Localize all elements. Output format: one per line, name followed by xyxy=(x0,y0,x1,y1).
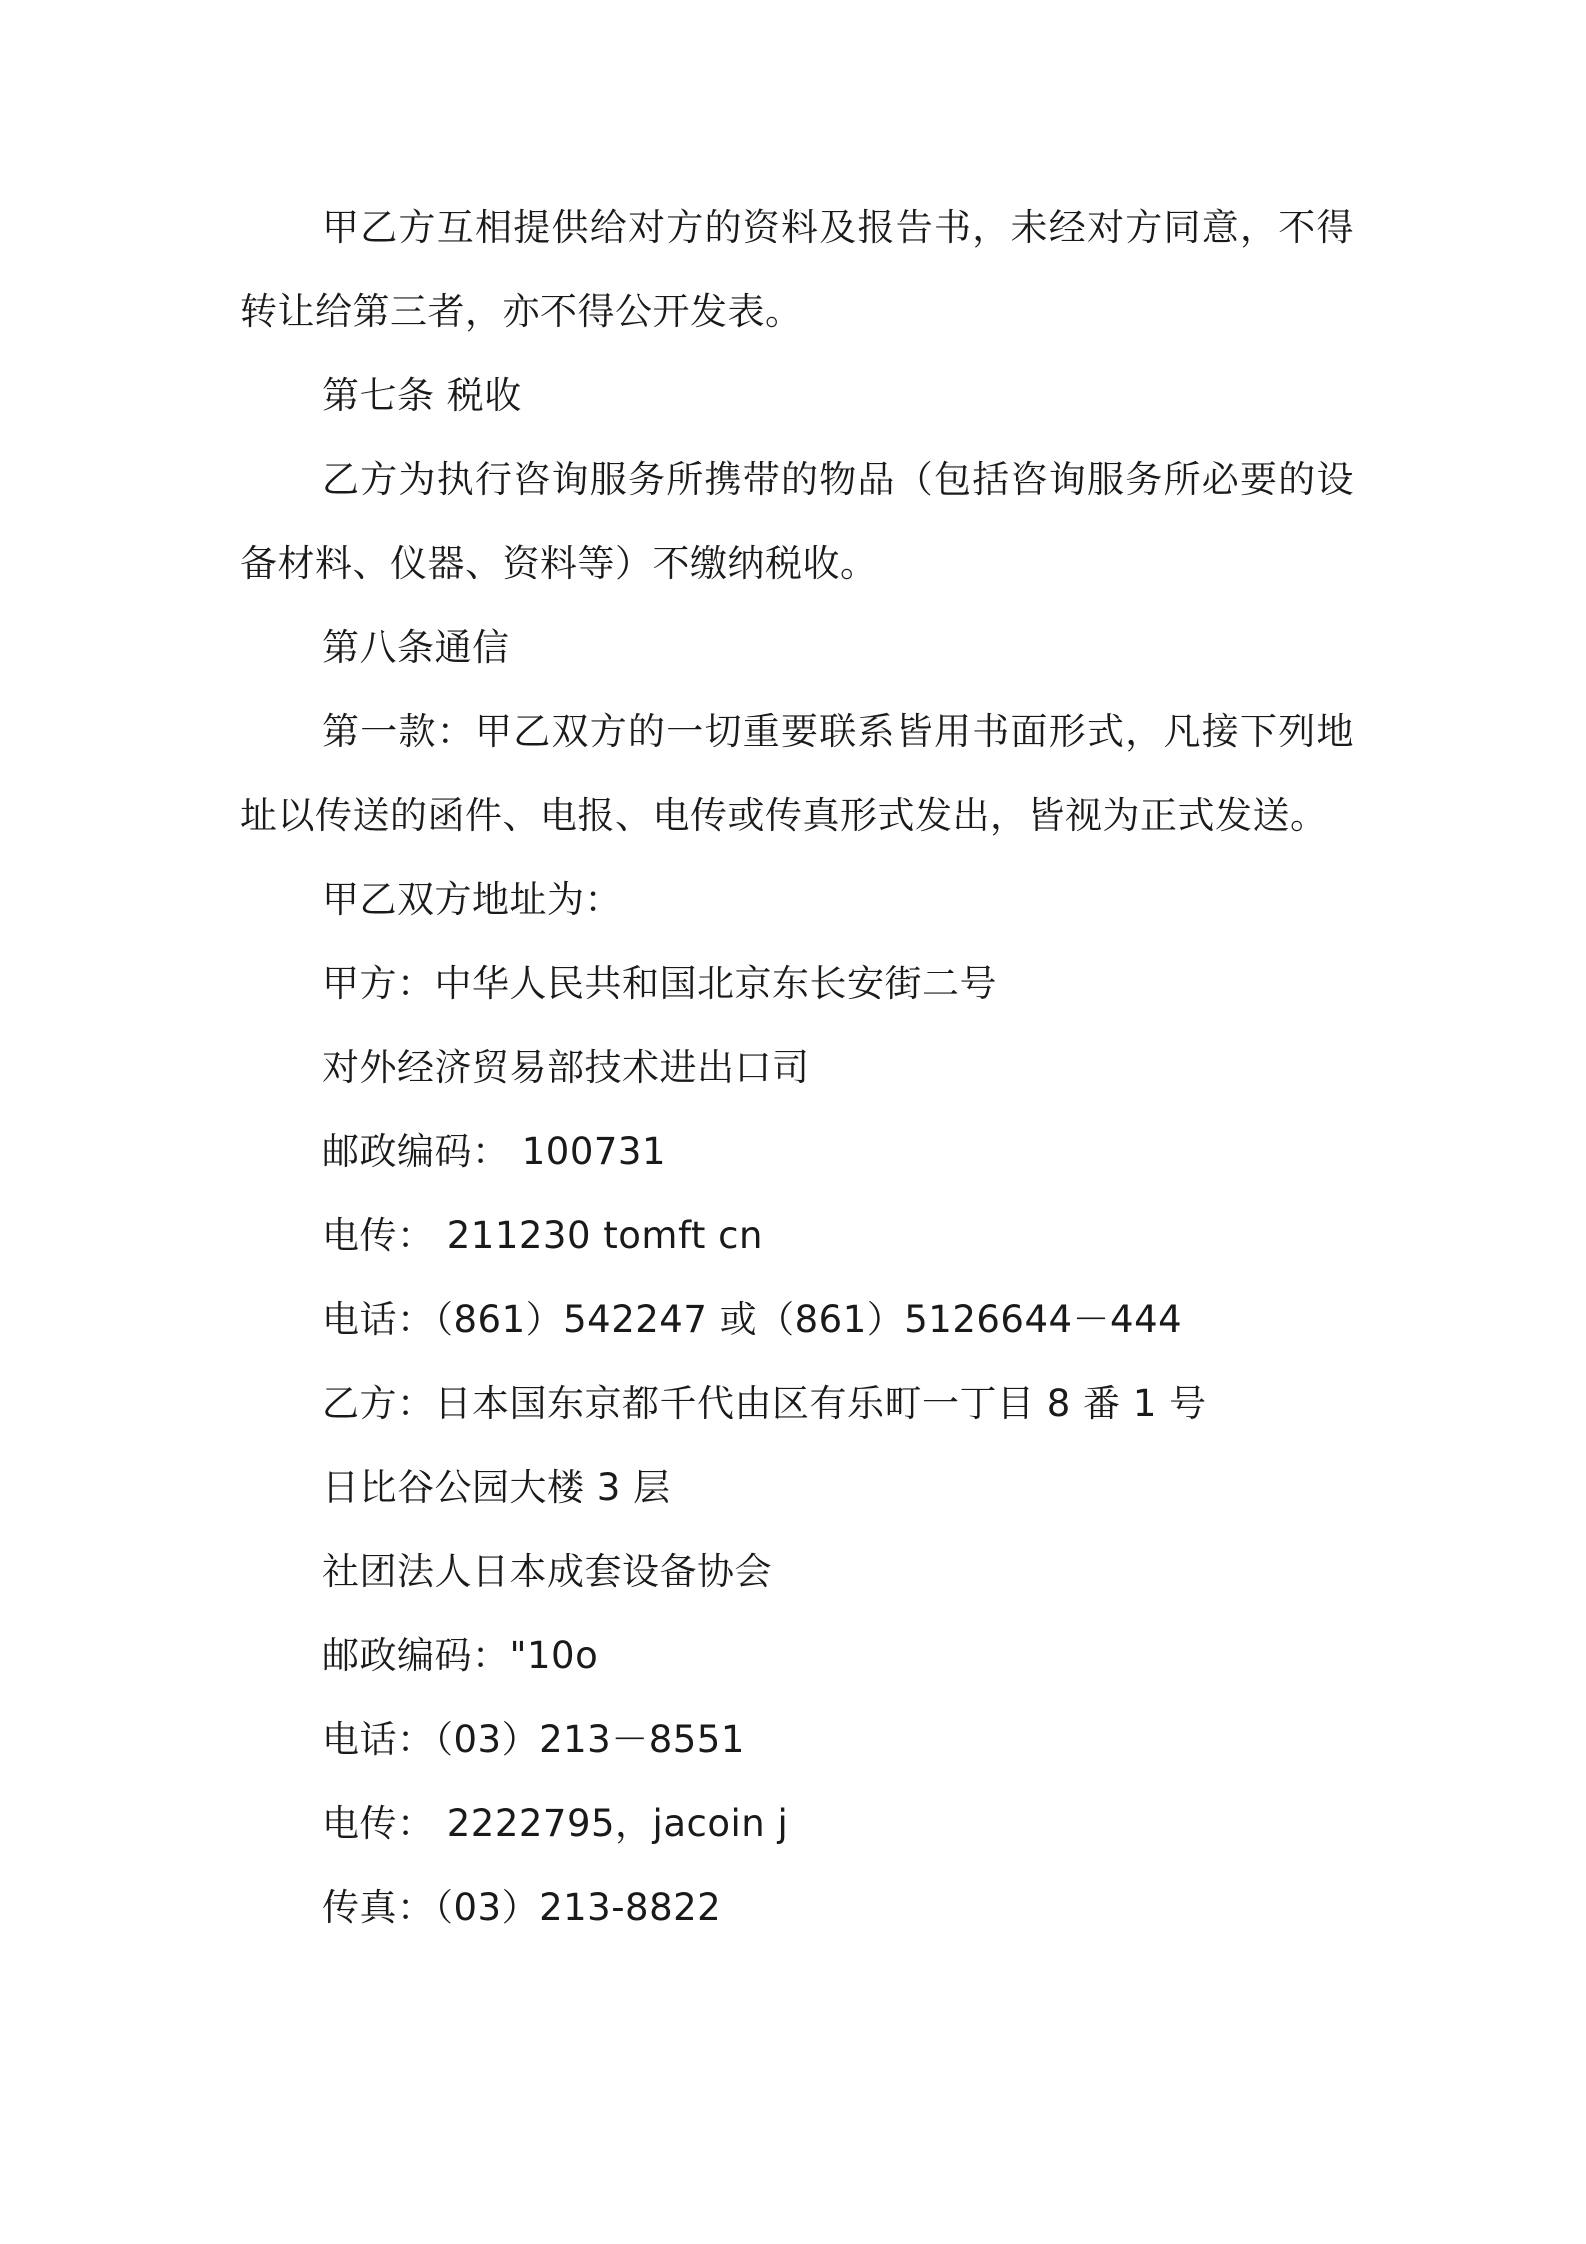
party-a-phone: 电话：（861）542247 或（861）5126644－444 xyxy=(322,1298,1183,1341)
document-body xyxy=(240,186,1354,1950)
tax-paragraph: 乙方为执行咨询服务所携带的物品（包括咨询服务所必要的设备材料、仪器、资料等）不缴纳税收。 xyxy=(240,458,1354,585)
party-a-address-line-1: 甲方：中华人民共和国北京东长安街二号 xyxy=(322,962,997,1005)
article-8-heading: 第八条通信 xyxy=(322,626,510,669)
party-b-postcode: 邮政编码："10o xyxy=(322,1634,599,1677)
address-intro: 甲乙双方地址为： xyxy=(322,878,622,921)
confidentiality-paragraph: 甲乙方互相提供给对方的资料及报告书，未经对方同意，不得转让给第三者，亦不得公开发表。 xyxy=(240,206,1354,333)
party-b-phone: 电话：（03）213－8551 xyxy=(322,1718,745,1761)
party-b-telex: 电传： 2222795，jacoin j xyxy=(322,1802,789,1845)
party-a-telex: 电传： 211230 tomft cn xyxy=(322,1214,763,1257)
party-a-postcode: 邮政编码： 100731 xyxy=(322,1130,667,1173)
party-a-address-block xyxy=(240,942,1354,1362)
party-b-address-line-2: 日比谷公园大楼 3 层 xyxy=(322,1466,671,1509)
party-b-fax: 传真：（03）213-8822 xyxy=(322,1886,722,1929)
party-b-address-block xyxy=(240,1362,1354,1950)
party-b-address-line-1: 乙方：日本国东京都千代由区有乐町一丁目 8 番 1 号 xyxy=(322,1382,1207,1425)
party-a-address-line-2: 对外经济贸易部技术进出口司 xyxy=(322,1046,810,1089)
article-7-heading: 第七条 税收 xyxy=(322,374,522,417)
party-b-address-line-3: 社团法人日本成套设备协会 xyxy=(322,1550,772,1593)
communication-paragraph: 第一款：甲乙双方的一切重要联系皆用书面形式，凡接下列地址以传送的函件、电报、电传或传真形式发出，皆视为正式发送。 xyxy=(240,710,1354,837)
